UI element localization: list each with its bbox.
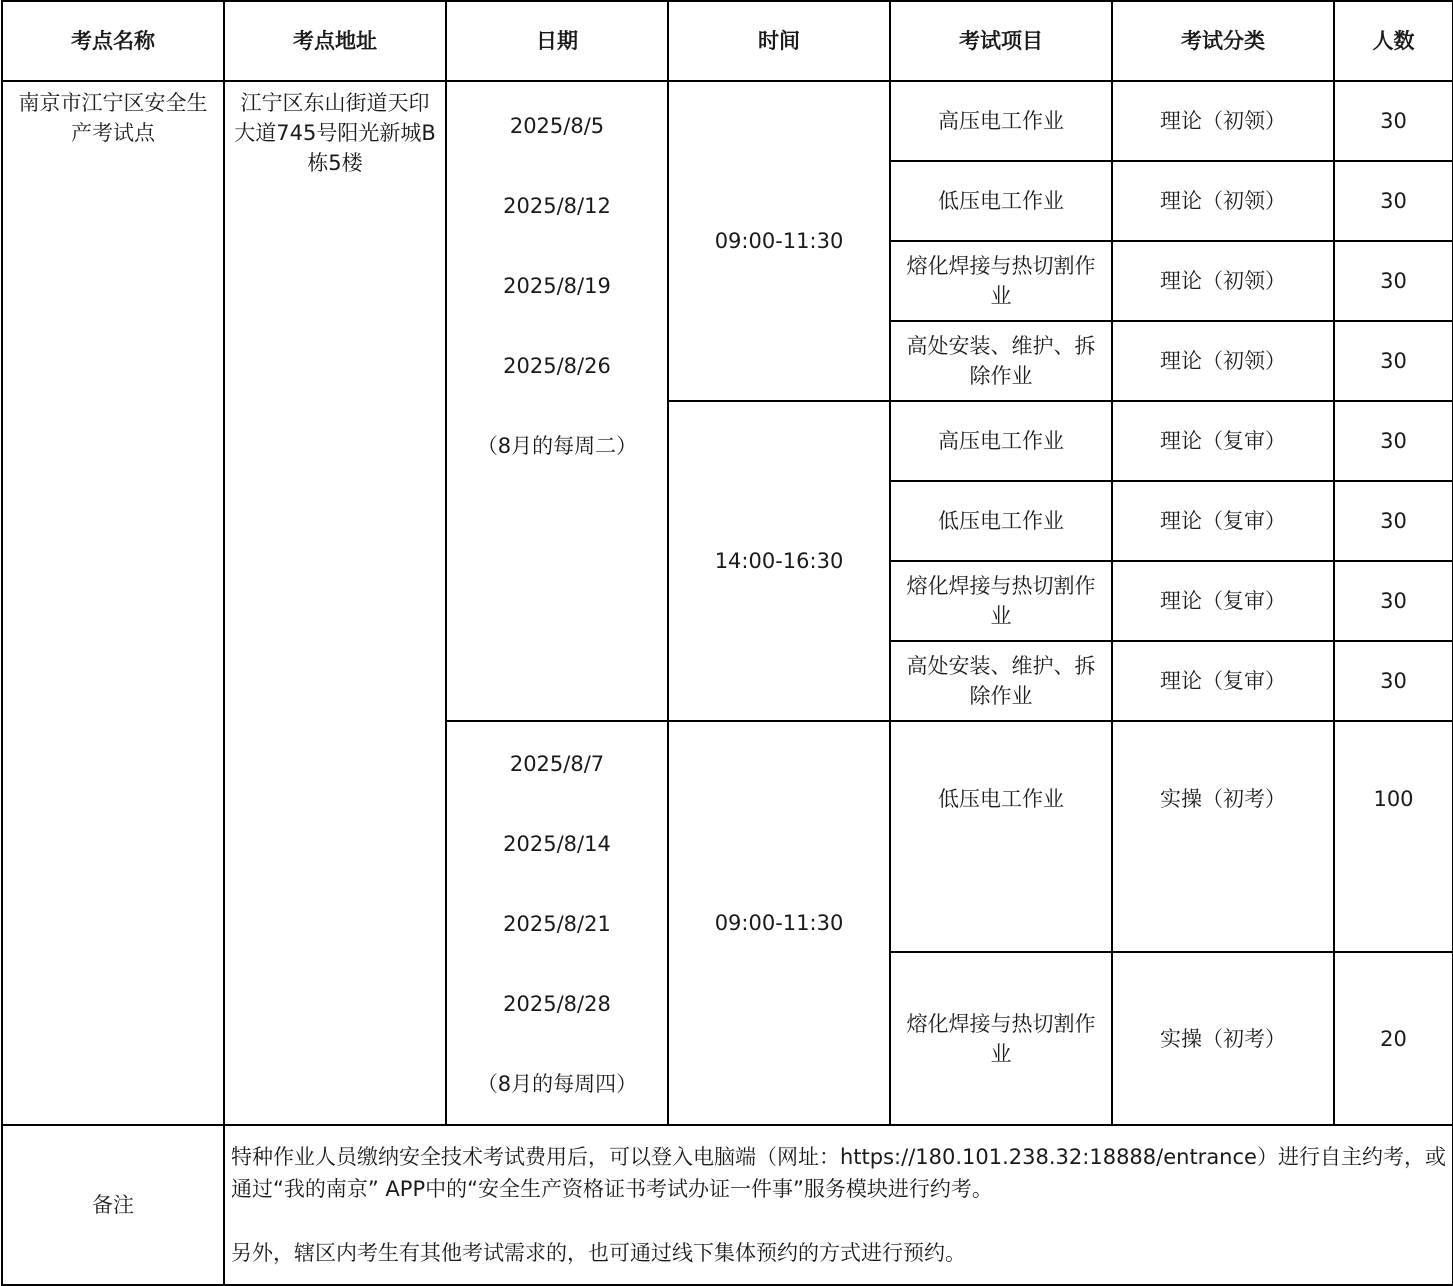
exam-item-cell: 低压电工作业 bbox=[890, 721, 1112, 952]
exam-schedule-table bbox=[1, 0, 1453, 1286]
exam-category-cell: 理论（初领） bbox=[1112, 241, 1334, 321]
count-cell: 30 bbox=[1334, 481, 1453, 561]
exam-category-cell: 理论（初领） bbox=[1112, 161, 1334, 241]
remarks-label: 备注 bbox=[2, 1125, 224, 1285]
exam-category-cell: 理论（初领） bbox=[1112, 81, 1334, 161]
count-cell: 30 bbox=[1334, 241, 1453, 321]
date-item: 2025/8/7 bbox=[509, 752, 605, 776]
exam-item-cell: 高处安装、维护、拆除作业 bbox=[890, 321, 1112, 401]
remarks-row bbox=[2, 1125, 1453, 1285]
exam-item-cell: 低压电工作业 bbox=[890, 161, 1112, 241]
exam-category-cell: 理论（复审） bbox=[1112, 641, 1334, 721]
exam-category-cell: 实操（初考） bbox=[1112, 952, 1334, 1125]
remarks-paragraph-2: 另外，辖区内考生有其他考试需求的，也可通过线下集体预约的方式进行预约。 bbox=[231, 1241, 966, 1265]
date-item: 2025/8/28 bbox=[503, 992, 611, 1016]
exam-item-cell: 高处安装、维护、拆除作业 bbox=[890, 641, 1112, 721]
count-cell: 20 bbox=[1334, 952, 1453, 1125]
site-name-cell: 南京市江宁区安全生产考试点 bbox=[2, 81, 224, 1125]
exam-item-cell: 熔化焊接与热切割作业 bbox=[890, 952, 1112, 1125]
date-item: 2025/8/26 bbox=[503, 354, 611, 378]
header-count: 人数 bbox=[1334, 1, 1453, 81]
exam-item-cell: 熔化焊接与热切割作业 bbox=[890, 561, 1112, 641]
count-cell: 30 bbox=[1334, 161, 1453, 241]
date-item: 2025/8/19 bbox=[503, 274, 611, 298]
table-row bbox=[2, 81, 1453, 161]
header-site-address: 考点地址 bbox=[224, 1, 446, 81]
date-item: 2025/8/21 bbox=[503, 912, 611, 936]
date-item: 2025/8/5 bbox=[509, 114, 605, 138]
date-item: 2025/8/14 bbox=[503, 832, 611, 856]
header-exam-item: 考试项目 bbox=[890, 1, 1112, 81]
count-cell: 100 bbox=[1334, 721, 1453, 952]
count-cell: 30 bbox=[1334, 401, 1453, 481]
exam-category-cell: 理论（复审） bbox=[1112, 481, 1334, 561]
exam-category-cell: 理论（复审） bbox=[1112, 561, 1334, 641]
exam-category-cell: 理论（复审） bbox=[1112, 401, 1334, 481]
exam-item-cell: 高压电工作业 bbox=[890, 81, 1112, 161]
date-note: （8月的每周二） bbox=[476, 434, 638, 458]
time-cell-afternoon: 14:00-16:30 bbox=[668, 401, 890, 721]
exam-item-cell: 熔化焊接与热切割作业 bbox=[890, 241, 1112, 321]
exam-item-cell: 低压电工作业 bbox=[890, 481, 1112, 561]
header-date: 日期 bbox=[446, 1, 668, 81]
exam-category-cell: 理论（初领） bbox=[1112, 321, 1334, 401]
time-cell-morning: 09:00-11:30 bbox=[668, 81, 890, 401]
date-list-tuesdays bbox=[446, 81, 668, 721]
site-address-cell: 江宁区东山街道天印大道745号阳光新城B栋5楼 bbox=[224, 81, 446, 1125]
count-cell: 30 bbox=[1334, 561, 1453, 641]
header-exam-category: 考试分类 bbox=[1112, 1, 1334, 81]
date-list-thursdays bbox=[446, 721, 668, 1125]
remarks-content bbox=[224, 1125, 1453, 1285]
date-item: 2025/8/12 bbox=[503, 194, 611, 218]
exam-item-cell: 高压电工作业 bbox=[890, 401, 1112, 481]
header-time: 时间 bbox=[668, 1, 890, 81]
count-cell: 30 bbox=[1334, 81, 1453, 161]
header-site-name: 考点名称 bbox=[2, 1, 224, 81]
date-note: （8月的每周四） bbox=[476, 1072, 638, 1096]
count-cell: 30 bbox=[1334, 641, 1453, 721]
header-row bbox=[2, 1, 1453, 81]
remarks-paragraph-1: 特种作业人员缴纳安全技术考试费用后，可以登入电脑端（网址：https://180.101.238.32:18888/entrance）进行自主约考，或通过“我的南京” APP中的“安全生产资格证书考试办证一件事”服务模块进行约考。 bbox=[231, 1145, 1446, 1201]
count-cell: 30 bbox=[1334, 321, 1453, 401]
exam-category-cell: 实操（初考） bbox=[1112, 721, 1334, 952]
time-cell-practical: 09:00-11:30 bbox=[668, 721, 890, 1125]
